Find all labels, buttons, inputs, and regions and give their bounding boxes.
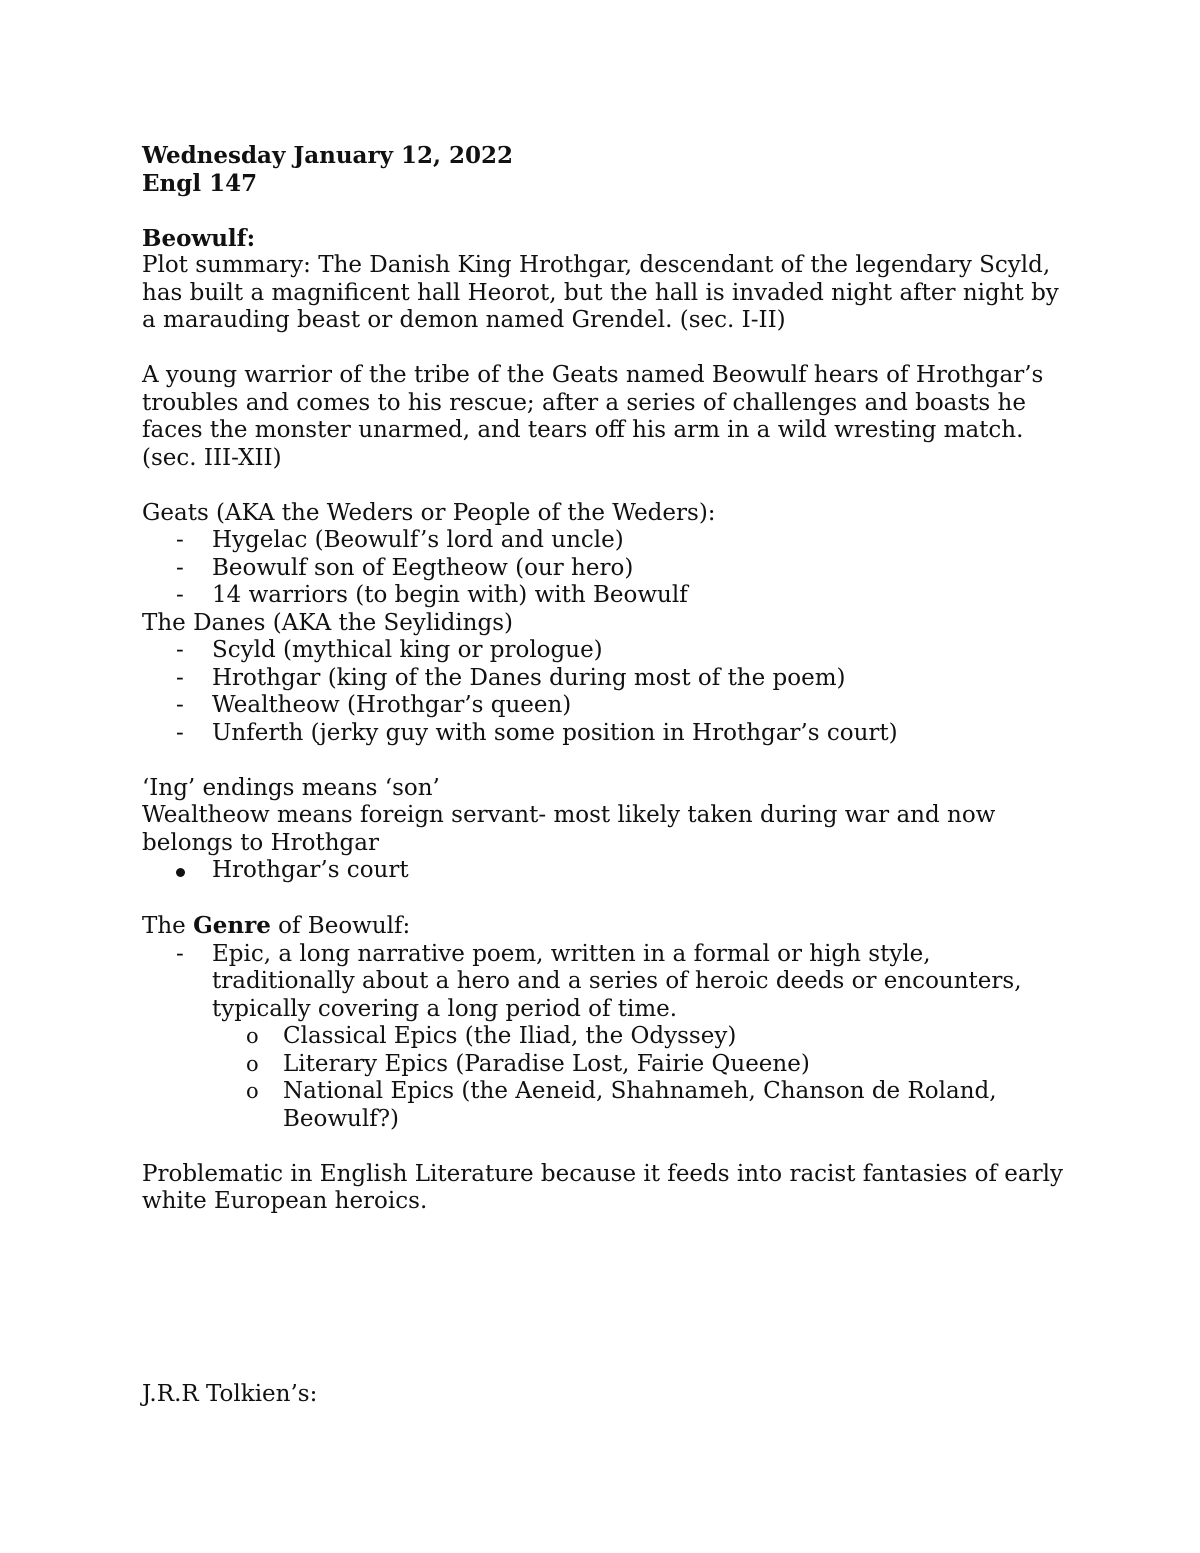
list-item (212, 1023, 1072, 1051)
list-item-text: Hrothgar’s court (212, 857, 409, 883)
date-heading: Wednesday January 12, 2022 (142, 142, 513, 169)
list-item-text: Wealtheow (Hrothgar’s queen) (212, 692, 572, 718)
list-item (142, 720, 1072, 748)
dash-marker: - (176, 940, 184, 967)
dash-marker: - (176, 582, 184, 608)
list-item (142, 555, 1072, 583)
list-item (142, 637, 1072, 665)
dash-marker: - (176, 664, 184, 691)
genre-list (142, 941, 1072, 1134)
spacer (142, 1133, 1072, 1161)
court-list (142, 857, 1072, 885)
list-item-text: Unferth (jerky guy with some position in Hrothgar’s court) (212, 719, 898, 746)
circle-marker: o (246, 1079, 259, 1103)
list-item-text: Hygelac (Beowulf’s lord and uncle) (212, 527, 624, 553)
list-item-text: Hrothgar (king of the Danes during most of the poem) (212, 664, 846, 691)
circle-marker: o (246, 1024, 259, 1048)
dash-marker: - (176, 692, 184, 718)
beowulf-heading: Beowulf: (142, 224, 256, 252)
document-body (142, 142, 1072, 1408)
list-item (212, 1051, 1072, 1079)
ing-note: ‘Ing’ endings means ‘son’ (142, 774, 440, 801)
epic-definition: Epic, a long narrative poem, written in a formal or high style, traditionally about a hero and a series of heroic deeds or encounters, typically covering a long period of time. (212, 940, 1022, 1022)
beowulf-rescue-paragraph: A young warrior of the tribe of the Geats named Beowulf hears of Hrothgar’s troubles and comes to his rescue; after a series of challenges and boasts he faces the monster unarmed, and tears off his arm in a wild wresting match. (sec. III-XII) (142, 362, 1044, 471)
spacer (142, 472, 1072, 500)
list-item (142, 665, 1072, 693)
list-item (142, 941, 1072, 1134)
circle-marker: o (246, 1051, 259, 1076)
list-item-text: 14 warriors (to begin with) with Beowulf (212, 582, 688, 608)
genre-heading (142, 912, 1072, 941)
geats-list (142, 527, 1072, 610)
tolkien-heading: J.R.R Tolkien’s: (142, 1380, 318, 1407)
genre-suffix: of Beowulf: (270, 913, 411, 939)
spacer (142, 335, 1072, 363)
spacer (142, 747, 1072, 775)
plot-summary-paragraph: Plot summary: The Danish King Hrothgar, descendant of the legendary Scyld, has built a magnificent hall Heorot, but the hall is invaded night after night by a marauding beast or demon named Grendel. (sec. I-II) (142, 252, 1059, 333)
bullet-dot-icon (176, 868, 185, 877)
spacer (142, 885, 1072, 913)
list-item (142, 582, 1072, 610)
dash-marker: - (176, 527, 184, 553)
list-item (212, 1078, 1072, 1133)
list-item (142, 527, 1072, 555)
problematic-paragraph: Problematic in English Literature because it feeds into racist fantasies of early white European heroics. (142, 1160, 1063, 1214)
wealtheow-note: Wealtheow means foreign servant- most likely taken during war and now belongs to Hrothgar (142, 802, 996, 856)
list-item (142, 857, 1072, 885)
list-item (142, 692, 1072, 720)
list-item-text: Beowulf son of Eegtheow (our hero) (212, 554, 634, 581)
dash-marker: - (176, 637, 184, 663)
epic-types-list (212, 1023, 1072, 1133)
course-heading: Engl 147 (142, 169, 258, 197)
list-item-text: National Epics (the Aeneid, Shahnameh, Chanson de Roland, Beowulf?) (283, 1078, 997, 1132)
list-item-text: Literary Epics (Paradise Lost, Fairie Queene) (283, 1050, 810, 1077)
danes-title: The Danes (AKA the Seylidings) (142, 609, 513, 636)
list-item-text: Scyld (mythical king or prologue) (212, 637, 603, 663)
danes-list (142, 637, 1072, 747)
genre-prefix: The (142, 913, 194, 939)
genre-bold-word: Genre (193, 912, 271, 939)
dash-marker: - (176, 719, 184, 746)
spacer (142, 197, 1072, 225)
list-item-text: Classical Epics (the Iliad, the Odyssey) (283, 1023, 737, 1049)
spacer (142, 1216, 1072, 1381)
geats-title: Geats (AKA the Weders or People of the Weders): (142, 499, 716, 526)
dash-marker: - (176, 554, 184, 581)
